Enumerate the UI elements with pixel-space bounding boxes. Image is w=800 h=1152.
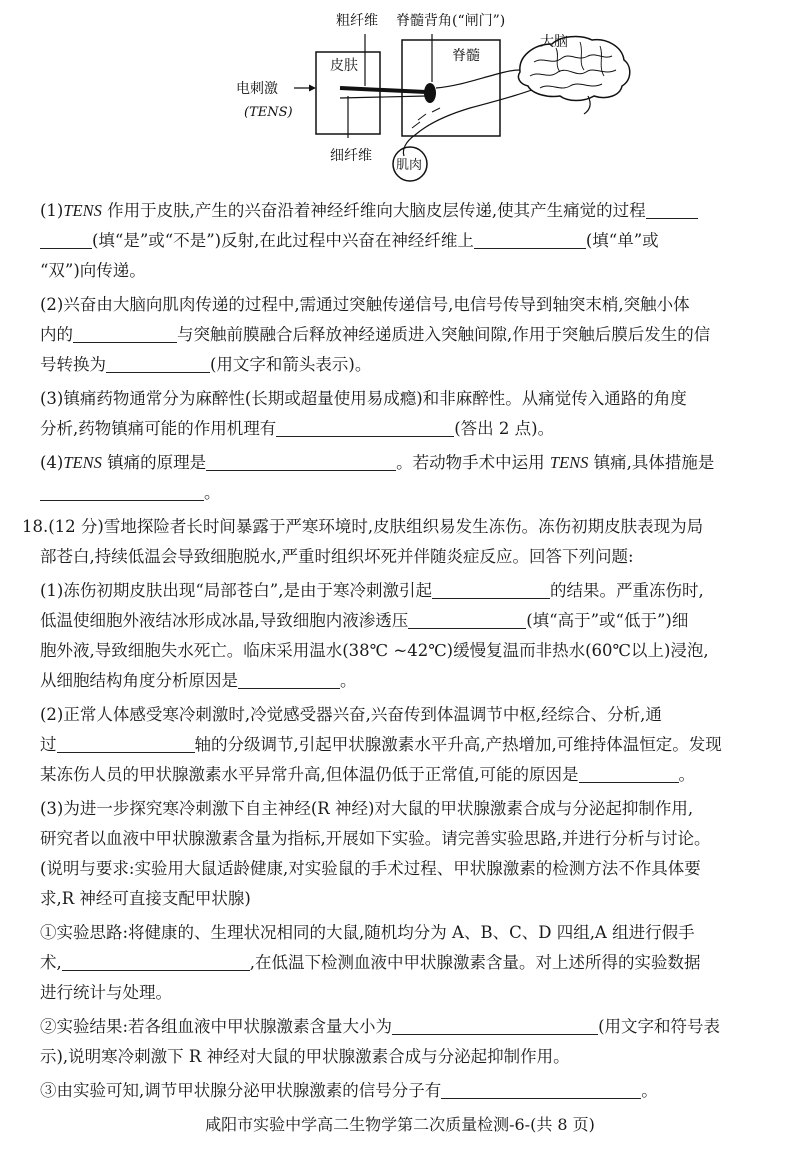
blank-2[interactable] [40,230,92,249]
blank-16[interactable] [441,1080,641,1099]
page-footer: 咸阳市实验中学高二生物学第二次质量检测-6-(共 8 页) [205,1115,595,1134]
q18-p1-line4: 从细胞结构角度分析原因是 。 [40,671,357,690]
q18-p2-line1: (2)正常人体感受寒冷刺激时,冷觉感受器兴奋,兴奋传到体温调节中枢,经综合、分析,通 [40,705,662,724]
q17-p3-line2: 分析,药物镇痛可能的作用机理有 (答出 2 点)。 [40,419,555,438]
q18-line1: 18.(12 分)雪地探险者长时间暴露于严寒环境时,皮肤组织易发生冻伤。冻伤初期皮肤表现为局 [22,517,704,536]
q17-p2-line2: 内的 与突触前膜融合后释放神经递质进入突触间隙,作用于突触后膜后发生的信 [40,325,711,344]
label-stimulation: 电刺激 [236,81,278,97]
label-skin: 皮肤 [330,58,358,74]
label-spinal: 脊髓 [452,48,480,64]
label-tens: (TENS) [244,105,293,120]
q18-line2: 部苍白,持续低温会导致细胞脱水,严重时组织坏死并伴随炎症反应。回答下列问题: [40,547,634,566]
q18-s2-line2: 示),说明寒冷刺激下 R 神经对大鼠的甲状腺激素合成与分泌起抑制作用。 [40,1047,570,1066]
blank-7[interactable] [206,452,396,471]
label-fine-fiber: 细纤维 [330,148,372,164]
q17-p4-line2: 。 [40,478,760,508]
label-brain: 大脑 [540,34,568,50]
q18-s1-line2: 术, ,在低温下检测血液中甲状腺激素含量。对上述所得的实验数据 [40,953,701,972]
q18-s2-line1: ②实验结果:若各组血液中甲状腺激素含量大小为 (用文字和符号表 [40,1017,720,1036]
nerve-pathway-diagram [0,0,800,192]
blank-1[interactable] [646,200,698,219]
q18-s3-line1: ③由实验可知,调节甲状腺分泌甲状腺激素的信号分子有 。 [40,1081,658,1100]
blank-12[interactable] [57,734,195,753]
q18-p2-line2: 过 轴的分级调节,引起甲状腺激素水平升高,产热增加,可维持体温恒定。发现 [40,735,722,754]
q18-p2-line3: 某冻伤人员的甲状腺激素水平异常升高,但体温仍低于正常值,可能的原因是 。 [40,765,695,784]
blank-15[interactable] [392,1016,598,1035]
label-coarse-fiber: 粗纤维 [336,13,378,29]
q18-p3-line3: (说明与要求:实验用大鼠适龄健康,对实验鼠的手术过程、甲状腺激素的检测方法不作具体要 [40,859,701,878]
blank-10[interactable] [408,610,526,629]
q17-p1-line1: (1)TENS 作用于皮肤,产生的兴奋沿着神经纤维向大脑皮层传递,使其产生痛觉的过程 [40,196,760,226]
q18-p3-line4: 求,R 神经可直接支配甲状腺) [40,889,251,908]
blank-8[interactable] [40,482,204,501]
label-dorsal-horn: 脊髓背角(“闸门”) [396,13,506,29]
q18-p1-line1: (1)冻伤初期皮肤出现“局部苍白”,是由于寒冷刺激引起 的结果。严重冻伤时, [40,581,704,600]
blank-13[interactable] [579,764,679,783]
blank-11[interactable] [238,670,340,689]
tens-term: TENS [63,201,102,220]
blank-14[interactable] [62,952,250,971]
label-muscle: 肌肉 [396,158,423,173]
tens-term: TENS [549,453,589,472]
spinal-box [402,40,500,136]
blank-9[interactable] [432,580,550,599]
brain-icon [518,37,629,114]
q17-p2-line1: (2)兴奋由大脑向肌肉传递的过程中,需通过突触传递信号,电信号传导到轴突末梢,突触小体 [40,295,690,314]
q17-p4-line1: (4)TENS 镇痛的原理是 。若动物手术中运用 TENS 镇痛,具体措施是 [40,453,715,472]
q18-p3-line1: (3)为进一步探究寒冷刺激下自主神经(R 神经)对大鼠的甲状腺激素合成与分泌起抑制作用, [40,799,694,818]
blank-3[interactable] [474,230,586,249]
q18-p3-line2: 研究者以血液中甲状腺激素含量为指标,开展如下实验。请完善实验思路,并进行分析与讨论。 [40,829,711,848]
blank-4[interactable] [73,324,177,343]
dorsal-horn-gate [424,83,436,103]
q17-p2-line3: 号转换为 (用文字和箭头表示)。 [40,355,372,374]
q17-p3-line1: (3)镇痛药物通常分为麻醉性(长期或超量使用易成瘾)和非麻醉性。从痛觉传入通路的角度 [40,389,687,408]
blank-6[interactable] [276,418,454,437]
q18-p1-line3: 胞外液,导致细胞失水死亡。临床采用温水(38℃ ~42℃)缓慢复温而非热水(60℃以上)浸泡, [40,641,709,660]
q17-p1-line3: “双”)向传递。 [40,261,146,280]
tens-term: TENS [63,453,102,472]
coarse-fiber-line [340,88,426,92]
q17-p1-line2: (填“是”或“不是”)反射,在此过程中兴奋在神经纤维上 (填“单”或 [40,226,760,256]
q18-p1-line2: 低温使细胞外液结冰形成冰晶,导致细胞内液渗透压 (填“高于”或“低于”)细 [40,611,689,630]
blank-5[interactable] [106,354,210,373]
q18-s1-line3: 进行统计与处理。 [40,983,172,1002]
q18-s1-line1: ①实验思路:将健康的、生理状况相同的大鼠,随机均分为 A、B、C、D 四组,A 组进行假手 [40,923,695,942]
